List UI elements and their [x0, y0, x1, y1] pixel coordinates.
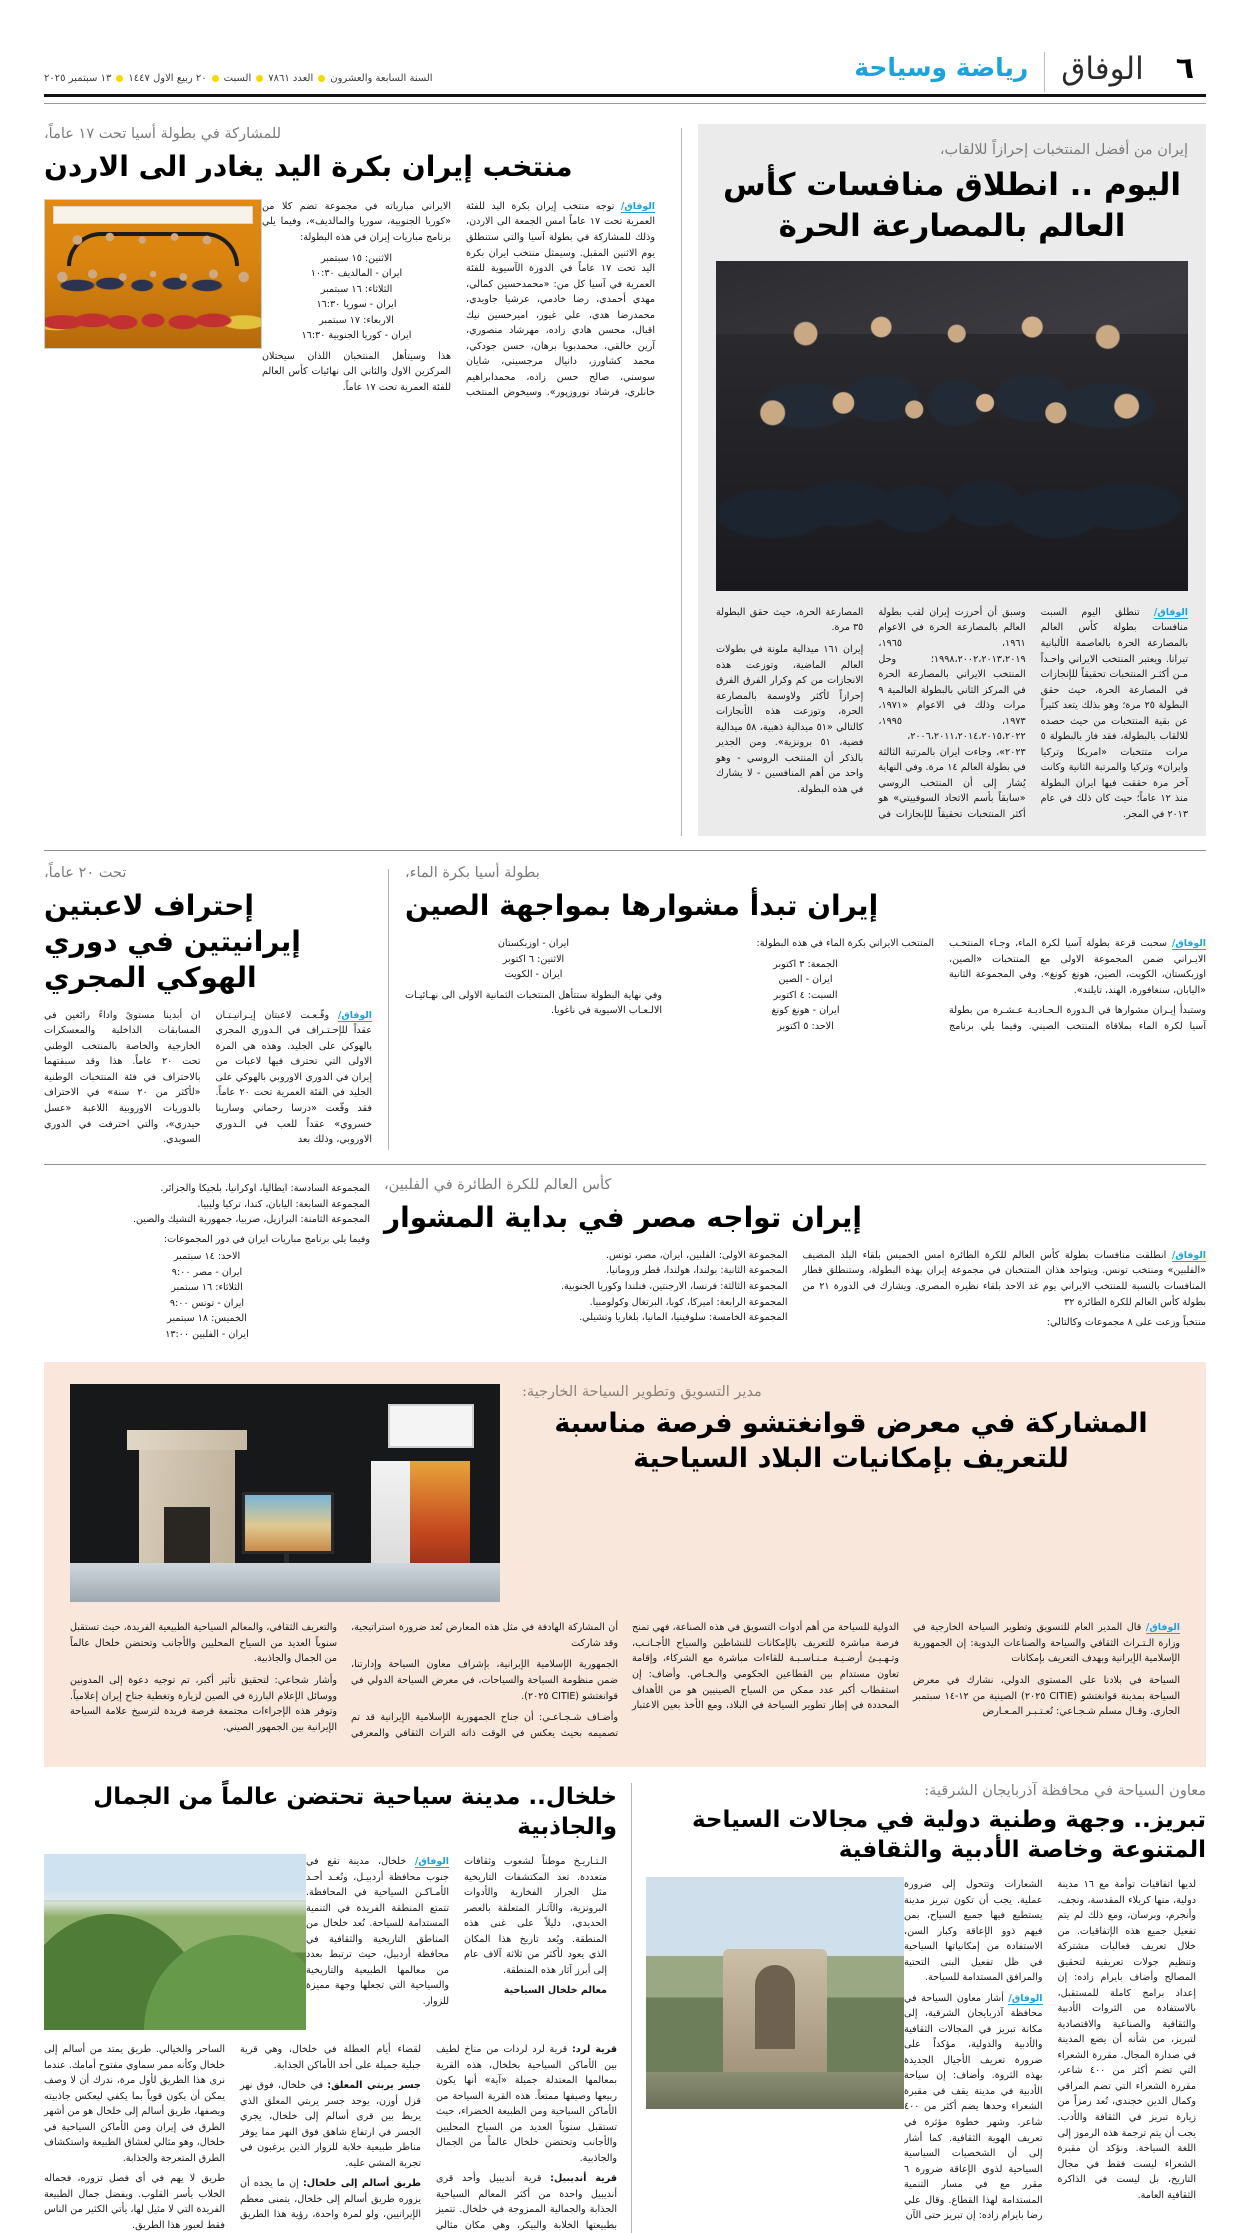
source-tag: الوفاق/ [1145, 1622, 1180, 1634]
article-wrestling-headline[interactable]: اليوم .. انطلاق منافسات كأس العالم بالمصارعة الحرة [722, 167, 1182, 244]
newspaper-brand: الوفاق [1044, 52, 1159, 92]
tourism-feature-p5: وأضـاف شـجـاعـي: أن جناح الجمهورية الإسلامية الإيرانية قد تم تصميمه بحيث يعكس في الوقت ذاته التراث الثقافي والمعرفي والتعريف الثقافي، والمعالم السياحية الطبيعية الفريدة، حيث تستقبل سنوياً العديد من السياح المحليين والأجانب وتحتضن خلخال عالماً من الجمال والجاذبية. [70, 1622, 618, 1739]
schedule-line: الاحد: ١٤ سبتمبر [173, 1251, 241, 1263]
schedule-line: ايران - مصر ٩:٠٠ [171, 1266, 243, 1278]
row-divider-1 [44, 850, 1206, 851]
schedule-line: الثلاثاء: ١٦ سبتمبر [320, 283, 393, 295]
article-waterpolo-footer: وفي نهاية البطولة ستتأهل المنتخبات الثمانية الاولى الى نهـائيـات الالـعـاب الاسيوية في ناغويا. [405, 989, 662, 1017]
tourism-feature-p4: الجمهورية الإسلامية الإيرانية، بإشراف معاون السياحة وإدارتنا، ضمن منظومة السياحة والسياحات، في معرض السياحة الدولي في قوانغتشو (CITIE ٢٠٢٥). [351, 1659, 618, 1702]
article-handball[interactable] [44, 124, 665, 836]
schedule-line: السبت: ٤ اكتوبر [773, 989, 838, 1001]
top-row [44, 124, 1206, 836]
tourism-feature-block[interactable] [44, 1362, 1206, 1767]
bottom-row [44, 1783, 1206, 2233]
article-wrestling-body [716, 605, 1188, 822]
article-handball-p1: توجه منتخب إيران بكرة اليد للفئة العمرية تحت ١٧ عاماً امس الجمعة الى الاردن، وذلك للمشاركة في بطولة آسيا والتي ستنطلق يوم الاثنين المقبل. وسيمثل منتخب ايران بكرة اليد تحت ١٧ عاماً في الدورة الآسيوية للفئة العمرية في آسيا كل من: «محمدحسين كمالي، مهدي أحمدي، رضا خادمي، عرشيا جاويدي، محمدرضا هدي، علي غيور، اميرحسين نيك اقبال، محسن هادي زاده، مهرشاد منصوري، آرين خالقي، محمدبويا برهان، حسن جودكي، محمد كشاورز، دانيال مرجسيني، شايان سوسني، صالح حسن زاده، محمدابراهيم خانلري، فرشاد نوروزپور». وسيخوض المنتخب الايراني مبارياته في مجموعة تضم كلا من «كوريا الجنوبية، سوريا والمالديف»، وفيما يلي برنامج مباريات إيران في هذه البطولة: [262, 200, 655, 399]
khalkhal-sub2-text: قرية لرد لردات من مناخ لطيف بين الأماكن السياحية بخلخال، هذه القرية بمعالمها المعتدلة جميلة «آية» أنها يكون ربيعها وصيفها ممتعاً. هذه القرية السياحة من الأماكن السياحية ومن الطبيعة الخضراء، حيث تستقبل سنوياً العديد من السياح المحليين والأجانب وتحتضن خلخال عالماً من الجمال والجاذبية. [436, 2044, 617, 2164]
bullet-dot-icon [256, 75, 263, 82]
article-hockey[interactable] [44, 865, 372, 1150]
schedule-line: ايران - هونغ كونغ [771, 1005, 840, 1017]
schedule-line: الاثنين: ١٥ سبتمبر [320, 252, 393, 264]
tourism-feature-p6: وأشار شجاعي: لتحقيق تأثير أكبر، تم توجيه دعوة إلى المدونين ووسائل الإعلام البارزة في الصين لزيارة وتغطية جناح إيران إعلامياً. وتوفر هذه الإجراءات مجتمعة فرصة فريدة لترسيخ علامة السياحة الإيرانية بين الجمهور الصيني. [70, 1675, 337, 1733]
schedule-line: الاربعاء: ١٧ سبتمبر [319, 314, 394, 326]
group-line: المجموعة الخامسة: سلوفينيا، المانيا، بلغاريا وتشيلي. [579, 1312, 788, 1324]
tourism-feature-p3: الدولية للسياحة من أهم أدوات التسويق في هذه الصناعة، فهي تمنح فرصة مباشرة للتعريف بالإمكانات للنشاطين والسياح الأجـانـب، وتـهـيـئ أرضـيـة مـنـاسـبـة للقاءات مباشرة مع الشركاء، وإقامة تعاون مستدام بين القطاعين الحكومي والـخـاص. وأضاف: إن استقطاب أكبر عدد ممكن من السياح الصينيين هو من الأهداف المحددة في إطار تطوير السياحة في البلاد، ومع الأخذ بعين الاعتبار أن المشاركة الهادفة في مثل هذه المعارض تُعد ضرورة استراتيجية، وقد شاركت [351, 1622, 899, 1712]
third-row[interactable] [44, 1177, 1206, 1342]
source-tag: الوفاق/ [414, 1856, 449, 1868]
article-waterpolo-p2: وستبدأ إيـران مشوارها في الـدورة الـحـاديـة عـشـرة من بطولة آسيا لكرة الماء بملاقاة المنتخب الصيني. وفيما يلي برنامج المنتخب الايراني بكرة الماء في هذه البطولة: [756, 938, 1206, 1032]
article-khalkhal[interactable] [44, 1783, 617, 2233]
article-khalkhal-body-b [44, 2042, 617, 2233]
group-line: المجموعة الثامنة: البرازيل، صربيا، جمهورية التشيك والصين. [132, 1214, 370, 1226]
article-hockey-kicker: تحت ٢٠ عاماً، [44, 865, 127, 882]
khalkhal-p1: خلخال، مدينة تقع في جنوب محافظة أردبيـل، وتُعـد أحـد الأمـاكـن السياحية في المحافظة. تتمتع المنطقة الفريدة في التنمية المستدامة للسياحة. تُعد خلخال من المناطق التاريخية والثقافية في محافظة أردبيل، حيث ترتبط بعدد من معالمها الطبيعية والتاريخية والسياحية التي تجعلها وجهة مميزة للزوار. [306, 1856, 449, 2007]
article-tabriz-p2: لديها اتفاقيات توأمة مع ١٦ مدينة دولية، منها كربلاء المقدسة، ونجف، وأنجرم، وبرسان، ومع ذلك لم يتم تفعيل جميع هذه الإتفاقيات. من خلال تعريف فعاليات مشتركة وتنظيم جولات تعريفية لتحقيق المصالح وأضاف بايرام زاده: إن إعداد برامج كاملة للمستقبل، بالاستفادة من الثروات الأدبية والثقافية والصناعية والاقتصادية لتبريز، من شأنه أن يضع المدينة في صدارة المجال. مقررة الشعراء التي تضم أكثر من ٤٠٠ شاعر، مقررة الشعراء التي تضم المراقي وكمال الدين خجندي، تُعد رمزاً من زيارة تبريز في الثقافة والأدب. يجب أن يتم ترجمة هذه الرموز إلى اللغة السياحة. ونؤكد أن مقبرة الشعراء ليست فقط في مجال التاريخ، بل ليست في الذاكرة الثقافية العامة. [1057, 1879, 1196, 2201]
issue-number: العدد ٧٨٦١ [268, 73, 314, 85]
article-tabriz[interactable] [646, 1783, 1206, 2233]
tourism-feature-p2: السياحة في بلادنا على المستوى الدولي، نشارك في معرض السياحة بمدينة قوانغتشو (CITIE ٢٠٢٥) الصينية من ١٢-١٤ سبتمبر الجاري. وقـال مسلم شـجـاعي: تُعـتـبـر المـعـارض [913, 1675, 1181, 1718]
second-row [44, 865, 1206, 1150]
article-handball-kicker: للمشاركة في بطولة أسيا تحت ١٧ عاماً، [44, 126, 282, 143]
article-tabriz-body [904, 1877, 1206, 2224]
article-handball-headline[interactable]: منتخب إيران بكرة اليد يغادر الى الاردن [44, 150, 573, 184]
article-waterpolo-headline[interactable]: إيران تبدأ مشوارها بمواجهة الصين [405, 889, 879, 923]
bullet-dot-icon [318, 75, 325, 82]
tourism-feature-photo [70, 1384, 500, 1602]
article-waterpolo-p1: سحبت قرعة بطولة آسيا لكرة الماء، وجـاء المنتخـب الايـراني ضمن المجموعة الاولى مع المنتخبات «الصين، اوزبكستان، الكويت، الصين، هونغ كونغ». وفي المجموعة الثانية «اليابان، سنغافورة، الهند، تايلند». [949, 938, 1206, 996]
article-wrestling-p2: وسبق أن أحرزت إيران لقب بطولة العالم بالمصارعة الحرة في الاعوام ١٩٦١، ١٩٦٥، ١٩٩٨،٢٠٠٢،٢٠١٣،٢٠١٩؛ وحل المنتخب الايراني بالمصارعة الحرة في المركز الثاني بالبطولة العالمية ٩ مرات وذلك في الاعوام «١٩٧١، ١٩٧٣، ١٩٩٥، ٢٠٠٦،٢٠١١،٢٠١٤،٢٠١٥،٢٠٢٢، ٢٠٢٣»، وجاءت ايران بالمرتبة الثالثة في بطولة العالم ١٤ مرة. وفي النهاية يُشار إلى أن المنتخب الروسي «سابقاً بأسم الاتحاد السوفييتي» هو أكثر المنتخبات تحقيقاً للإنجازات في المصارعة الحرة، حيث حقق البطولة ٣٥ مرة. [716, 606, 1026, 820]
group-line: المجموعة الرابعة: اميركا، كوبا، البرتغال وكولومبيا. [589, 1296, 788, 1308]
source-tag: الوفاق/ [1008, 1992, 1043, 2004]
group-line: المجموعة الثانية: بولندا، هولندا، قطر ورومانيا. [606, 1265, 788, 1277]
article-wrestling-kicker: إيران من أفضل المنتخبات إحرازاً للالقاب، [939, 142, 1188, 159]
source-tag: الوفاق/ [1171, 938, 1206, 950]
khalkhal-sub5-title: طريق أسالم إلى خلخال: [302, 2178, 421, 2190]
article-volleyball-p2: منتخباً وزعت على ٨ مجموعات وكالتالي: [1046, 1317, 1206, 1329]
row-divider-2 [44, 1164, 1206, 1165]
article-volleyball-body [384, 1248, 1206, 1331]
article-khalkhal-photo [44, 1854, 306, 2030]
khalkhal-sub5-text: إن ما يجده أن يزوره طريق أسالم إلى خلخال، يتمنى معظم الإيرانيين، ولو لمرة واحدة، رؤية هذا الطريق الساحر والخيالي. طريق يمتد من أسالم إلى خلخال وكأنه ممر سماوي مفتوح أمامك. عندما نرى هذا الطريق لأول مرة، ندرك أن لا وصف يمكن أن يكون قوياً بما يكفي ليعكس جاذبيته ويصفها، طريق أسالم إلى خلخال هو من أشهر الطرق في إيران ومن الأماكن السياحية في خلخال، وهو مثالي لعشاق الطبيعة واستكشاف الطرق المتعرجة والجذابة. [44, 2044, 421, 2221]
source-tag: الوفاق/ [1153, 606, 1188, 618]
source-tag: الوفاق/ [337, 1009, 372, 1021]
khalkhal-sub2-title: قرية لرد: [571, 2044, 617, 2056]
khalkhal-sub6-text: طريق لا يهم في أي فصل تزوره، فجماله الخلاب يأسر القلوب. ويفضل جمال الطبيعة الفريدة التي لا مثيل لها، يأتي الكثير من الناس فقط لعبور هذا الطريق. [44, 2173, 225, 2231]
section-title: رياضة وسياحة [854, 53, 1029, 83]
issue-info-line [44, 73, 433, 92]
article-waterpolo-kicker: بطولة أسيا بكرة الماء، [405, 865, 540, 882]
article-handball-schedule [262, 251, 451, 344]
article-handball-body [262, 199, 665, 401]
article-volleyball-groups-a [384, 1248, 788, 1326]
article-hockey-p1: وقّـعـت لاعبتان إيـرانيـتـان عقداً للإحـتـراف في الـدوري المجري بالهوكي على الجليد. وهذه هي المرة الاولى التي تحترف فيها لاعبات من إيران في الدوري الاوروبي بالهوكي على الجليد في الفئة العمرية تحت ٢٠ عاماً. فقد وقّعت «درسا رحماني وسارينا خسروي» عقداً للعب في الـدوري الاوروبي، وذلك بعد [215, 1009, 372, 1146]
masthead-brand-group [838, 52, 1206, 92]
article-volleyball-headline[interactable]: إيران تواجه مصر في بداية المشوار [384, 1201, 863, 1235]
article-wrestling-p1: تنطلق اليوم السبت منافسات بطولة كأس العالم بالمصارعة الحرة بالعاصمة الألبانية تيرانا. ويعتبر المنتخب الايراني واحـداً مـن أكثـر المنتخبات تحقيقاً للإنجازات في المصارعة الحرة، حيث حقق البطولة ٢٥ مرة؛ وهو بذلك يتعد كثيراً عن بقية المنتخبات من حيث حصده للالقاب بالبطولة، فقد فاز بالبطولة ٥ مرات متتخبات «امريكا وتركيا وايران» وتركيا والمرتبة الثانية وكانت آخر مرة حققت فيها ايران البطولة منذ ١٢ عاماً؛ حيث كان ذلك في عام ٢٠١٣ في المجر. [1040, 606, 1189, 820]
article-volleyball-groups-b [44, 1181, 370, 1342]
tourism-feature-body [70, 1620, 1180, 1741]
issue-year: السنة السابعة والعشرون [330, 73, 433, 85]
schedule-line: الجمعة: ٣ اكتوبر [773, 958, 838, 970]
bullet-dot-icon [116, 75, 123, 82]
article-volleyball-kicker: كأس العالم للكرة الطائرة في الفلبين، [384, 1177, 612, 1194]
article-wrestling-p3: إيران ١٦١ ميدالية ملونة في بطولات العالم الماضية، وتوزعت هذه الانجازات من كم وكرار الفرق الفرق إحرازاً لأكثر ولاوسمة بالمصارعة الحرة، وتوزعت هذه الأنجازات كالتالي «٥١ ميدالية ذهبية، ٥٨ ميدالية فضية، ٥١ برونزية». ومن الجدير بالذكر أن المنتخب الروسي - وهو واحد من أهم المنافسين - لا يشارك في هذه البطولة. [716, 643, 864, 795]
article-waterpolo-body [405, 936, 1206, 1034]
article-hockey-p2: ان أبدينا مستوىً واداءً رائعين في المسابقات الداخلية والمعسكرات الخارجية والخاصة بالمنتخب الوطني تحت ٢٠ عاماً. هذا وقد سبقتهما بالاحتراف في فئة المنتخبات الوطنية «لأكثر من ٢٠ سنة» في الاحتراف بالدوريات الاوروبية اللاعبة «عسل حيدري»، والتي احترفت في الدوري السويدي. [44, 1009, 201, 1146]
group-line: المجموعة السابعة: اليابان، كندا، تركيا وليبيا. [197, 1198, 370, 1210]
schedule-line: الخميس: ١٨ سبتمبر [167, 1313, 247, 1325]
article-khalkhal-body-a [306, 1854, 617, 2009]
schedule-line: الاثنين: ٦ اكتوبر [502, 953, 565, 965]
article-volleyball-side [44, 1177, 384, 1342]
schedule-line: ايران - تونس ٩:٠٠ [169, 1297, 245, 1309]
article-volleyball-p1: انطلقت منافسات بطولة كأس العالم للكرة الطائرة امس الخميس بلقاء البلد المضيف «الفلبين» ومنتخب تونس. ويتواجد هذان المنتخبان في مجموعة إيران بهذه البطولة، وستنطلق قطار المنافسات بالنسبة للمنتخب الايراني يوم غد الاحد بلقاء نظيره المصري. ويشارك في الدورة ٢١ من بطولة كأس العالم للكرة الطائرة ٣٢ [802, 1249, 1206, 1308]
khalkhal-sub1-title: معالم خلخال السياحية [503, 1985, 607, 1997]
schedule-line: الثلاثاء: ١٦ سبتمبر [171, 1282, 243, 1294]
article-tabriz-photo [646, 1877, 904, 2109]
masthead-divider [44, 103, 1206, 104]
issue-hijri-date: ٢٠ ربيع الاول ١٤٤٧ [128, 73, 207, 85]
khalkhal-sub3-title: قرية أنديبيل: [550, 2173, 617, 2185]
schedule-line: ايران - اوزبكستان [497, 938, 570, 950]
masthead [44, 0, 1206, 97]
article-wrestling[interactable] [698, 124, 1206, 836]
article-handball-photo [44, 199, 262, 349]
schedule-line: ايران - الصين [778, 974, 833, 986]
schedule-line: ايران - الكويت [504, 969, 563, 981]
khalkhal-sub4-text: في خلخال، فوق نهر قزل أوزن، يوجد جسر يربتي المعلق الذي يربط بين قرى أسالم إلى خلخال، يجري الجسر في ارتفاع شاهق فوق النهر مما يوفر مناظر طبيعية خلابة للزوار الذين يرغبون في تجربة المشي عليه. [240, 2080, 421, 2169]
bullet-dot-icon [212, 75, 219, 82]
group-line: المجموعة السادسة: ايطاليا، اوكرانيا، بلجيكا والجزائر. [160, 1183, 370, 1195]
article-hockey-headline[interactable]: إحتراف لاعبتين إيرانيتين في دوري الهوكي المجري [44, 889, 301, 994]
column-divider [388, 869, 389, 1150]
page-number: ٦ [1175, 51, 1194, 87]
issue-greg-date: ١٣ سبتمبر ٢٠٢٥ [44, 73, 112, 85]
article-wrestling-photo [716, 261, 1188, 591]
article-handball-footer: هذا وسيتأهل المنتخبان اللذان سيحتلان المركزين الاول والثاني الى نهائيات كأس العالم للفئة العمرية تحت ١٧ عاماً. [262, 350, 451, 393]
article-khalkhal-headline[interactable]: خلخال.. مدينة سياحية تحتضن عالماً من الجمال والجاذبية [93, 1784, 617, 1840]
source-tag: الوفاق/ [1171, 1249, 1206, 1261]
source-tag: الوفاق/ [620, 200, 655, 212]
article-tabriz-headline[interactable]: تبريز.. وجهة وطنية دولية في مجالات السياحة المتنوعة وخاصة الأدبية والثقافية [691, 1807, 1206, 1863]
article-volleyball[interactable] [384, 1177, 1206, 1342]
group-line: المجموعة الاولى: الفلبين، ايران، مصر، تونس. [605, 1249, 788, 1261]
schedule-line: الاحد: ٥ اكتوبر [777, 1020, 834, 1032]
tourism-feature-kicker: مدير التسويق وتطوير السياحة الخارجية: [522, 1384, 762, 1401]
group-line: المجموعة الثالثة: فرنسا، الارجنتين، فنلندا وكوريا الجنوبية. [560, 1281, 788, 1292]
column-divider [631, 1783, 632, 2233]
tourism-feature-top [70, 1384, 1180, 1602]
article-volleyball-schedule [44, 1249, 370, 1342]
article-hockey-body [44, 1008, 372, 1150]
article-tabriz-p3: الشعارات وتتحول إلى ضرورة عملية. يجب أن تكون تبريز مدينة يستطيع فيها جميع السياح، بمن فيهم ذوو الإعاقة وكبار السن، الاستفادة من إمكانياتها السياحية في ظل تفعيل البنى التحتية والمرافق المستدامة للسياحة. [904, 1879, 1043, 1984]
schedule-intro: وفيما يلي برنامج مباريات ايران في دور المجموعات: [163, 1233, 370, 1245]
schedule-line: ايران - كوريا الجنوبية ١٦:٣٠ [301, 330, 412, 342]
schedule-line: ايران - المالديف ١٠:٣٠ [310, 268, 403, 280]
article-tabriz-p1: أشار معاون السياحة في محافظة آذربايجان الشرقية، إلى مكانة تبريز في المجالات الثقافية والأدبية والدولية، مؤكداً على ضرورة تعريف الأجيال الجديدة بهذه الثروة. وأضاف: إن سياحة الأدبية في مدينة يقف في مقبرة الشعراء وحدها يضم أكثر من ٤٠٠ شاعر. وشهر خطوة مؤثرة في تعريف الهوية الثقافية. كما أشار إلى أن الشخصيات السياسية السياحية لذوي الإعاقة ضرورة ٦ مقرر مع في مسار التنمية المستدامة لهذا القطاع. وقال علي رضا بايرام زاده: إن تبريز حتى الآن [904, 1992, 1043, 2222]
column-divider [681, 128, 682, 836]
tourism-feature-text [522, 1384, 1180, 1602]
schedule-line: ايران - الفلبين ١٣:٠٠ [165, 1328, 249, 1340]
tourism-feature-p1: قال المدير العام للتسويق وتطوير السياحة الخارجية في وزارة الـتـراث الثقافي والسياحة والصناعات اليدوية: إن الجمهورية الإسلامية الإيرانية وبهدف التعريف بإمكانات [913, 1622, 1180, 1665]
khalkhal-p2: الـتـاريـخ موطناً لشعوب وثقافات متعددة. تعد المكتشفات التاريخية مثل الجرار الفخارية والأدوات البرونزية، والآثـار المتعلقة بالعصر الحديدي، دليلاً على غنى هذه المنطقة. ويُعد تاريخ هذا المكان الذي يعود لأكثر من ثلاثة آلاف عام إلى أبرز آثار هذه المنطقة. [464, 1856, 607, 1976]
khalkhal-sub3-text: قرية أنديبيل وأحد قرى أنديبيل واحدة من أكثر المعالم السياحية الجذابة والجمالية الممزوجة في خلخال. تتميز بطبيعتها الخلابة والبيكر، وهي مكان مثالي لقضاء أيام العطلة في خلخال، وهي قرية جبلية جميلة على أحد الأماكن الجذابة. [240, 2044, 617, 2231]
issue-weekday: السبت [223, 73, 252, 85]
tourism-feature-headline[interactable]: المشاركة في معرض قوانغتشو فرصة مناسبة للتعريف بإمكانيات البلاد السياحية [554, 1408, 1148, 1474]
khalkhal-sub4-title: جسر يربتي المعلق: [327, 2080, 421, 2092]
schedule-line: ايران - سوريا ١٦:٣٠ [316, 299, 397, 311]
article-tabriz-kicker: معاون السياحة في محافظة آذربايجان الشرقية: [924, 1783, 1206, 1800]
article-waterpolo[interactable] [405, 865, 1206, 1150]
